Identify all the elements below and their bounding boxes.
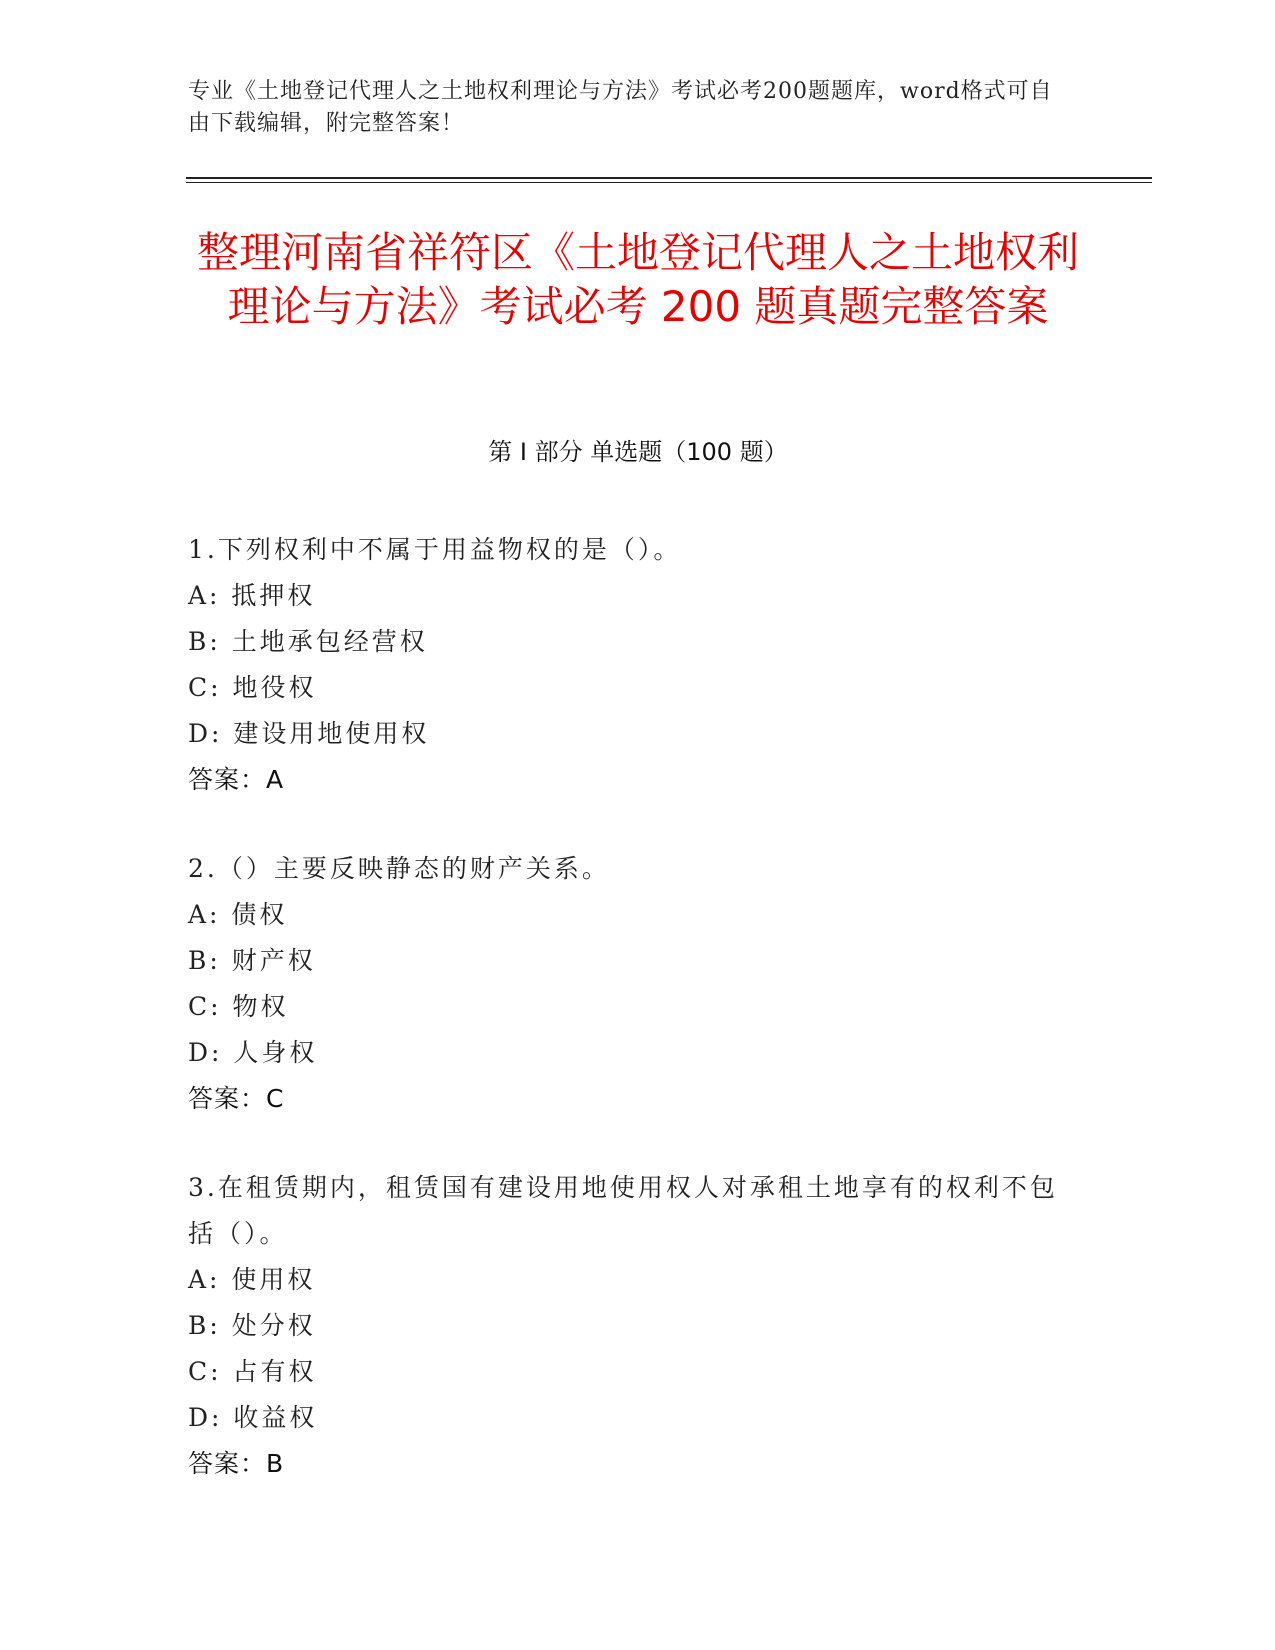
header-divider-thin [186, 182, 1152, 183]
question-stem: 3.在租赁期内，租赁国有建设用地使用权人对承租土地享有的权利不包括（）。 [188, 1173, 1058, 1248]
header-divider-thick [186, 177, 1152, 179]
answer: 答案：A [188, 765, 285, 794]
question-block [188, 1165, 1078, 1487]
question-block [188, 527, 1078, 803]
document-title: 整理河南省祥符区《土地登记代理人之土地权利理论与方法》考试必考 200 题真题完整答案 [196, 228, 1079, 331]
option-c: C: 占有权 [188, 1357, 317, 1386]
answer: 答案：C [188, 1084, 285, 1113]
option-b: B: 土地承包经营权 [188, 627, 428, 656]
option-b: B: 处分权 [188, 1311, 316, 1340]
question-stem: 1.下列权利中不属于用益物权的是（）。 [188, 535, 682, 564]
option-a: A: 债权 [188, 900, 288, 929]
option-a: A: 抵押权 [188, 581, 316, 610]
option-d: D: 收益权 [188, 1403, 318, 1432]
option-b: B: 财产权 [188, 946, 316, 975]
option-c: C: 地役权 [188, 673, 317, 702]
header-note: 专业《土地登记代理人之土地权利理论与方法》考试必考200题题库，word格式可自由下载编辑，附完整答案！ [188, 79, 1053, 136]
option-d: D: 人身权 [188, 1038, 318, 1067]
answer: 答案：B [188, 1449, 285, 1478]
option-d: D: 建设用地使用权 [188, 719, 430, 748]
section-heading: 第 I 部分 单选题（100 题） [488, 438, 788, 466]
option-c: C: 物权 [188, 992, 289, 1021]
question-block [188, 846, 1078, 1122]
option-a: A: 使用权 [188, 1265, 316, 1294]
question-stem: 2.（）主要反映静态的财产关系。 [188, 854, 610, 883]
